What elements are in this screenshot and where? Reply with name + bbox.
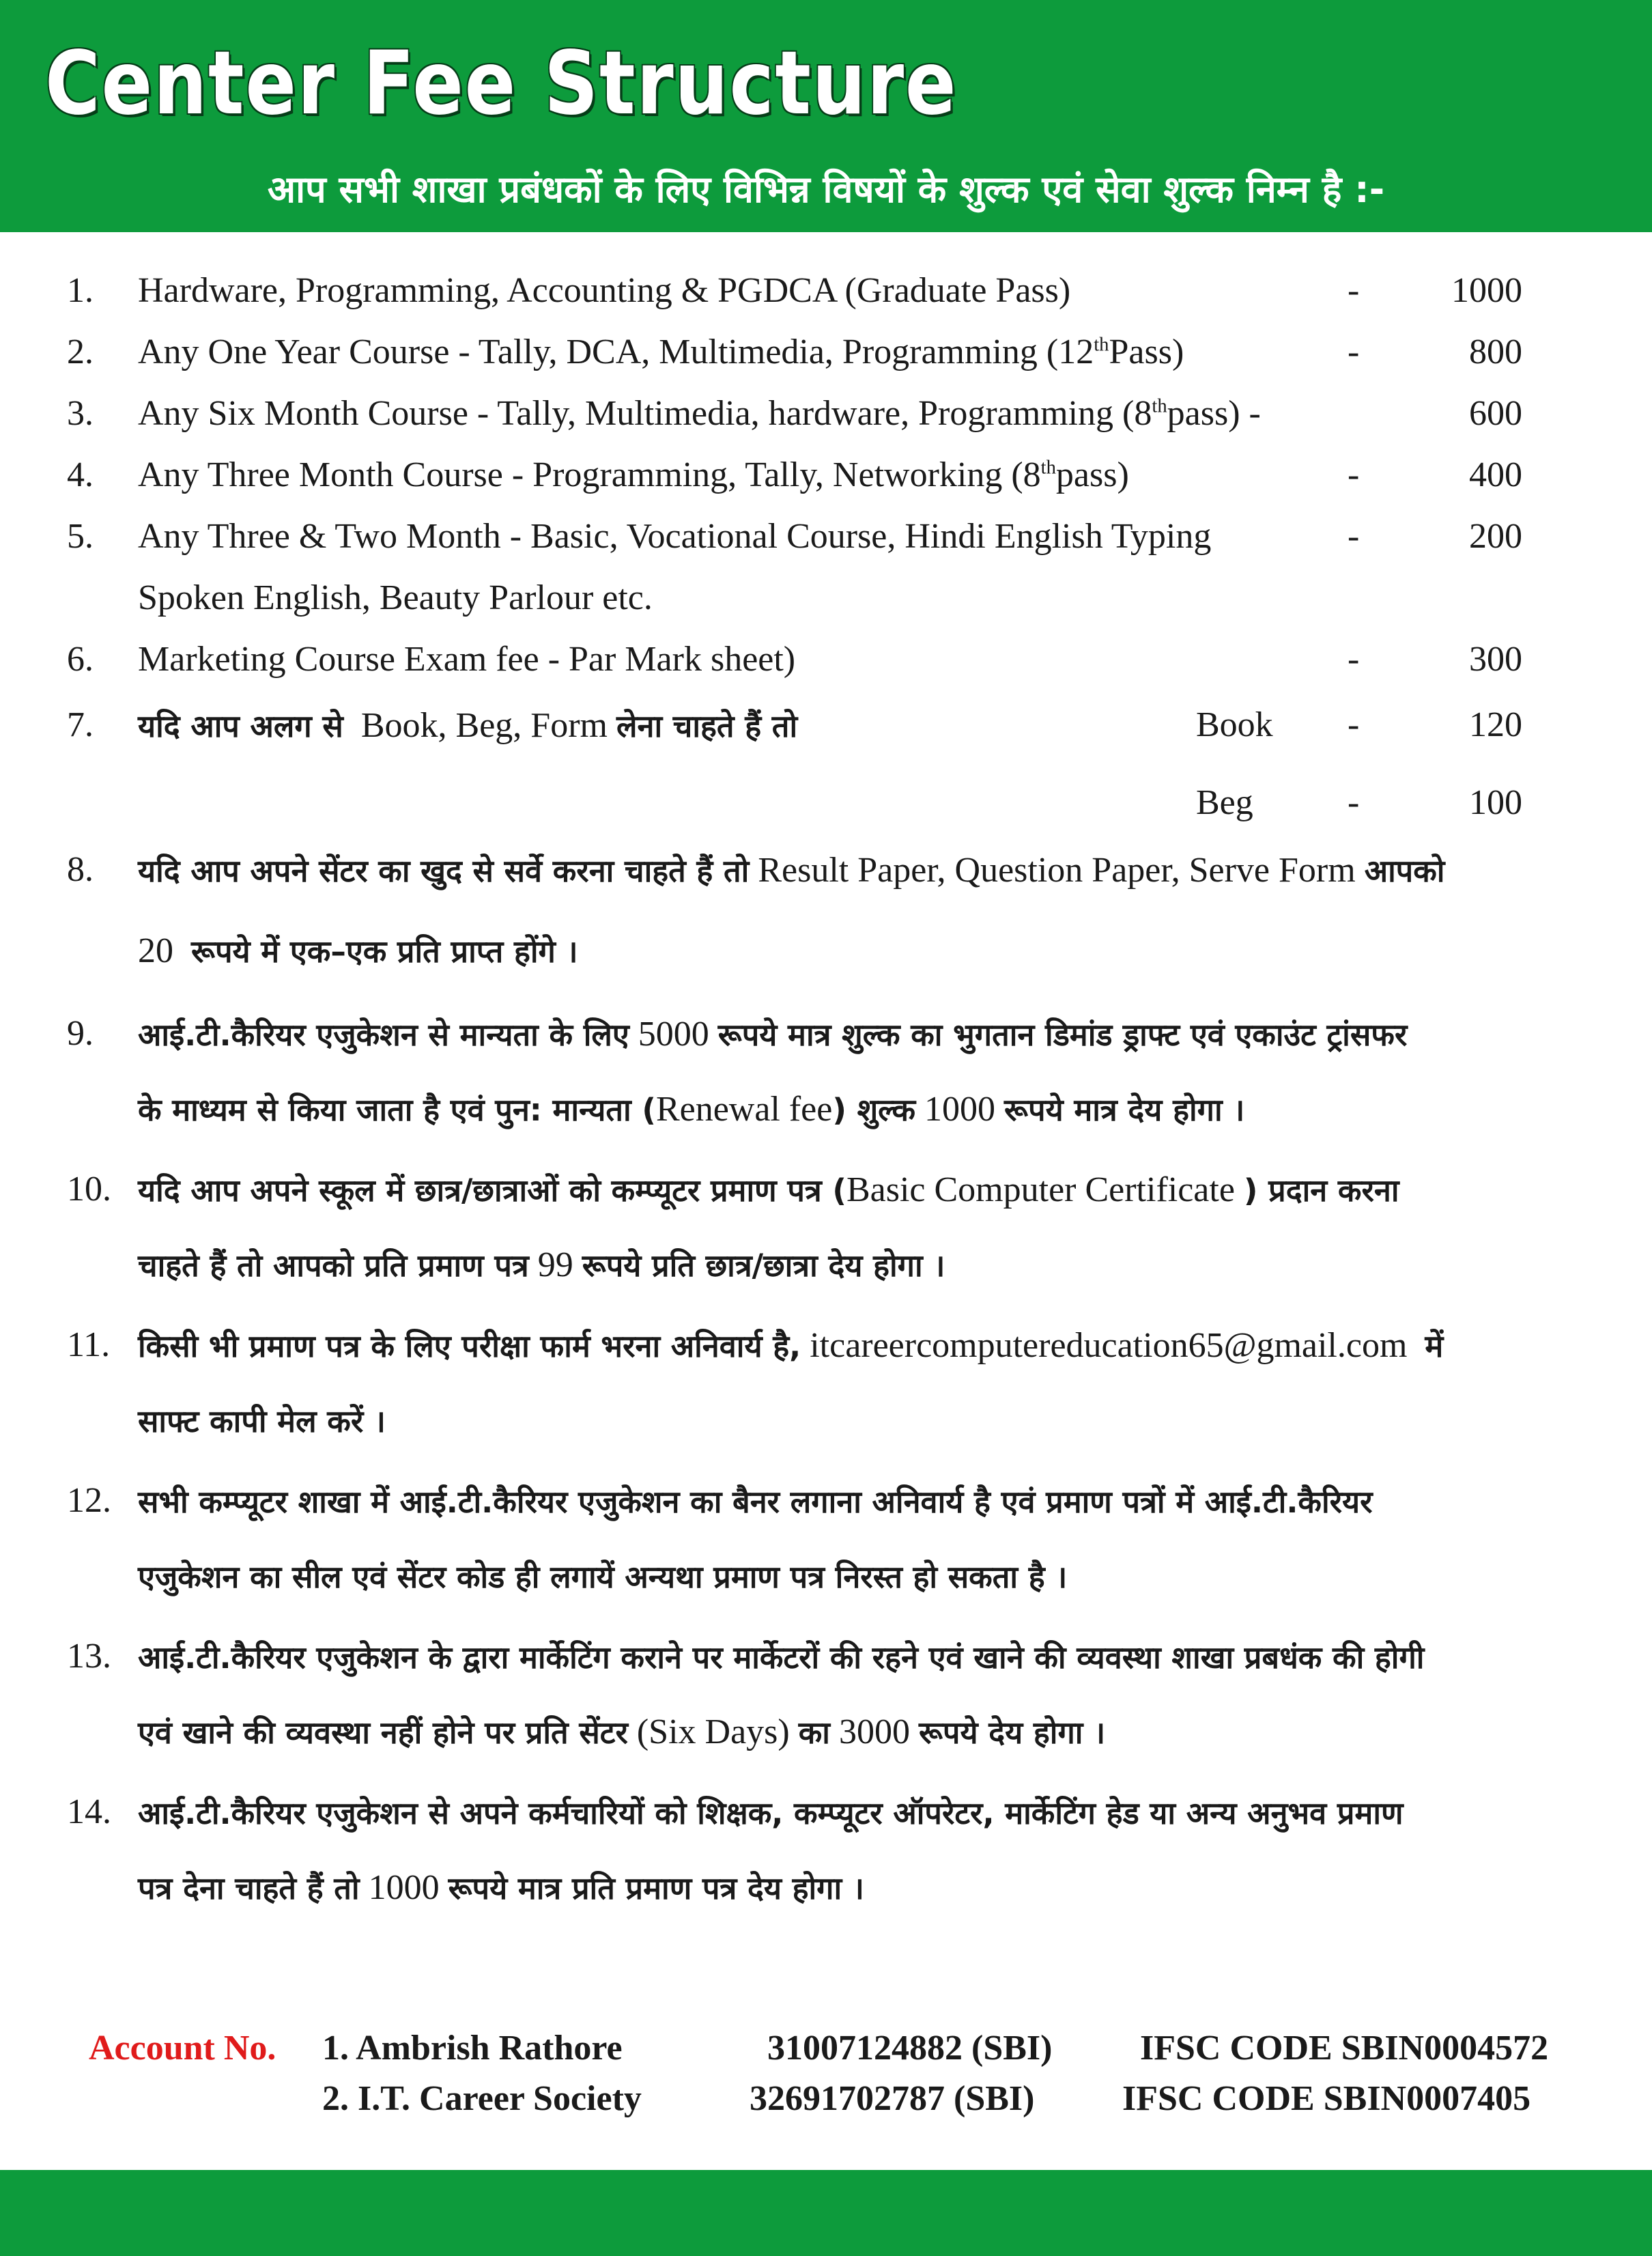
- item-text: Any Six Month Course - Tally, Multimedia, hardware, Programming (8thpass) -: [138, 394, 1261, 433]
- item-number: 7.: [67, 705, 94, 744]
- beg-amount: 100: [1469, 783, 1522, 822]
- note-line-2: एजुकेशन का सील एवं सेंटर कोड ही लगायें अन्यथा प्रमाण पत्र निरस्त हो सकता है ।: [138, 1559, 1068, 1595]
- item-text: Any One Year Course - Tally, DCA, Multimedia, Programming (12thPass): [138, 333, 1184, 371]
- note-line-2: 20 रूपये में एक–एक प्रति प्राप्त होंगे ।: [138, 931, 578, 970]
- item-text: Hardware, Programming, Accounting & PGDCA (Graduate Pass): [138, 271, 1071, 310]
- item-number: 14.: [67, 1792, 111, 1831]
- account-label: Account No.: [89, 2029, 276, 2068]
- item-number: 5.: [67, 517, 94, 556]
- footer-band: [0, 2170, 1652, 2256]
- item-text: यदि आप अलग से Book, Beg, Form लेना चाहते हैं तो: [138, 706, 798, 745]
- note-line-1: सभी कम्प्यूटर शाखा में आई.टी.कैरियर एजुकेशन का बैनर लगाना अनिवार्य है एवं प्रमाण पत्रों में आई.टी.कैरियर: [138, 1484, 1373, 1520]
- item-dash: -: [1348, 517, 1360, 556]
- item-number: 12.: [67, 1481, 111, 1520]
- item-amount: 1000: [1451, 271, 1522, 310]
- item-amount: 300: [1469, 640, 1522, 679]
- note-line-1: यदि आप अपने सेंटर का खुद से सर्वे करना चाहते हैं तो Result Paper, Question Paper, Serve Form आपको: [138, 851, 1445, 890]
- item-dash: -: [1348, 783, 1360, 822]
- item-number: 6.: [67, 640, 94, 679]
- item-amount: 200: [1469, 517, 1522, 556]
- item-number: 11.: [67, 1325, 111, 1364]
- item-number: 2.: [67, 333, 94, 371]
- book-label: Book: [1196, 705, 1273, 744]
- item-amount: 600: [1469, 394, 1522, 433]
- item-number: 9.: [67, 1014, 94, 1053]
- page-title: Center Fee Structure: [45, 33, 958, 135]
- item-amount: 800: [1469, 333, 1522, 371]
- item-number: 13.: [67, 1637, 111, 1676]
- item-dash: -: [1348, 333, 1360, 371]
- item-number: 1.: [67, 271, 94, 310]
- account-name-1: 1. Ambrish Rathore: [322, 2029, 623, 2068]
- item-number: 10.: [67, 1170, 111, 1209]
- account-name-2: 2. I.T. Career Society: [322, 2079, 642, 2118]
- note-line-2: के माध्यम से किया जाता है एवं पुन: मान्यता (Renewal fee) शुल्क 1000 रूपये मात्र देय होगा ।: [138, 1090, 1245, 1129]
- item-text-line2: Spoken English, Beauty Parlour etc.: [138, 578, 653, 617]
- note-line-1: यदि आप अपने स्कूल में छात्र/छात्राओं को कम्प्यूटर प्रमाण पत्र (Basic Computer Certificate ) प्रदान करना: [138, 1170, 1399, 1209]
- item-text: Any Three Month Course - Programming, Tally, Networking (8thpass): [138, 455, 1129, 494]
- note-line-2: साफ्ट कापी मेल करें ।: [138, 1403, 386, 1439]
- item-number: 3.: [67, 394, 94, 433]
- book-amount: 120: [1469, 705, 1522, 744]
- page-subtitle: आप सभी शाखा प्रबंधकों के लिए विभिन्न विषयों के शुल्क एवं सेवा शुल्क निम्न है :-: [267, 168, 1385, 211]
- note-line-2: पत्र देना चाहते हैं तो 1000 रूपये मात्र प्रति प्रमाण पत्र देय होगा ।: [138, 1868, 864, 1907]
- header-band: [0, 0, 1652, 232]
- item-number: 8.: [67, 850, 94, 889]
- ifsc-code-2: IFSC CODE SBIN0007405: [1122, 2079, 1531, 2118]
- note-line-1: आई.टी.कैरियर एजुकेशन के द्वारा मार्केटिंग कराने पर मार्केटरों की रहने एवं खाने की व्यवस्था शाखा प्रबधंक की होगी: [138, 1639, 1425, 1676]
- item-dash: -: [1348, 271, 1360, 310]
- note-line-2: एवं खाने की व्यवस्था नहीं होने पर प्रति सेंटर (Six Days) का 3000 रूपये देय होगा ।: [138, 1712, 1106, 1751]
- item-text: Marketing Course Exam fee - Par Mark sheet): [138, 640, 796, 679]
- item-dash: -: [1348, 705, 1360, 744]
- item-dash: -: [1348, 640, 1360, 679]
- account-number-2: 32691702787 (SBI): [750, 2079, 1035, 2118]
- beg-label: Beg: [1196, 783, 1253, 822]
- item-text: Any Three & Two Month - Basic, Vocational Course, Hindi English Typing: [138, 517, 1212, 556]
- note-line-2: चाहते हैं तो आपको प्रति प्रमाण पत्र 99 रूपये प्रति छात्र/छात्रा देय होगा ।: [138, 1245, 945, 1284]
- account-number-1: 31007124882 (SBI): [767, 2029, 1053, 2068]
- item-dash: -: [1348, 455, 1360, 494]
- note-line-1: आई.टी.कैरियर एजुकेशन से मान्यता के लिए 5000 रूपये मात्र शुल्क का भुगतान डिमांड ड्राफ्ट एवं एकाउंट ट्रांसफर: [138, 1015, 1408, 1054]
- ifsc-code-1: IFSC CODE SBIN0004572: [1140, 2029, 1549, 2068]
- note-line-1: आई.टी.कैरियर एजुकेशन से अपने कर्मचारियों को शिक्षक, कम्प्यूटर ऑपरेटर, मार्केटिंग हेड या अन्य अनुभव प्रमाण: [138, 1795, 1404, 1831]
- item-number: 4.: [67, 455, 94, 494]
- note-line-1: किसी भी प्रमाण पत्र के लिए परीक्षा फार्म भरना अनिवार्य है, itcareercomputereducation65@gmail.com में: [138, 1326, 1444, 1365]
- item-amount: 400: [1469, 455, 1522, 494]
